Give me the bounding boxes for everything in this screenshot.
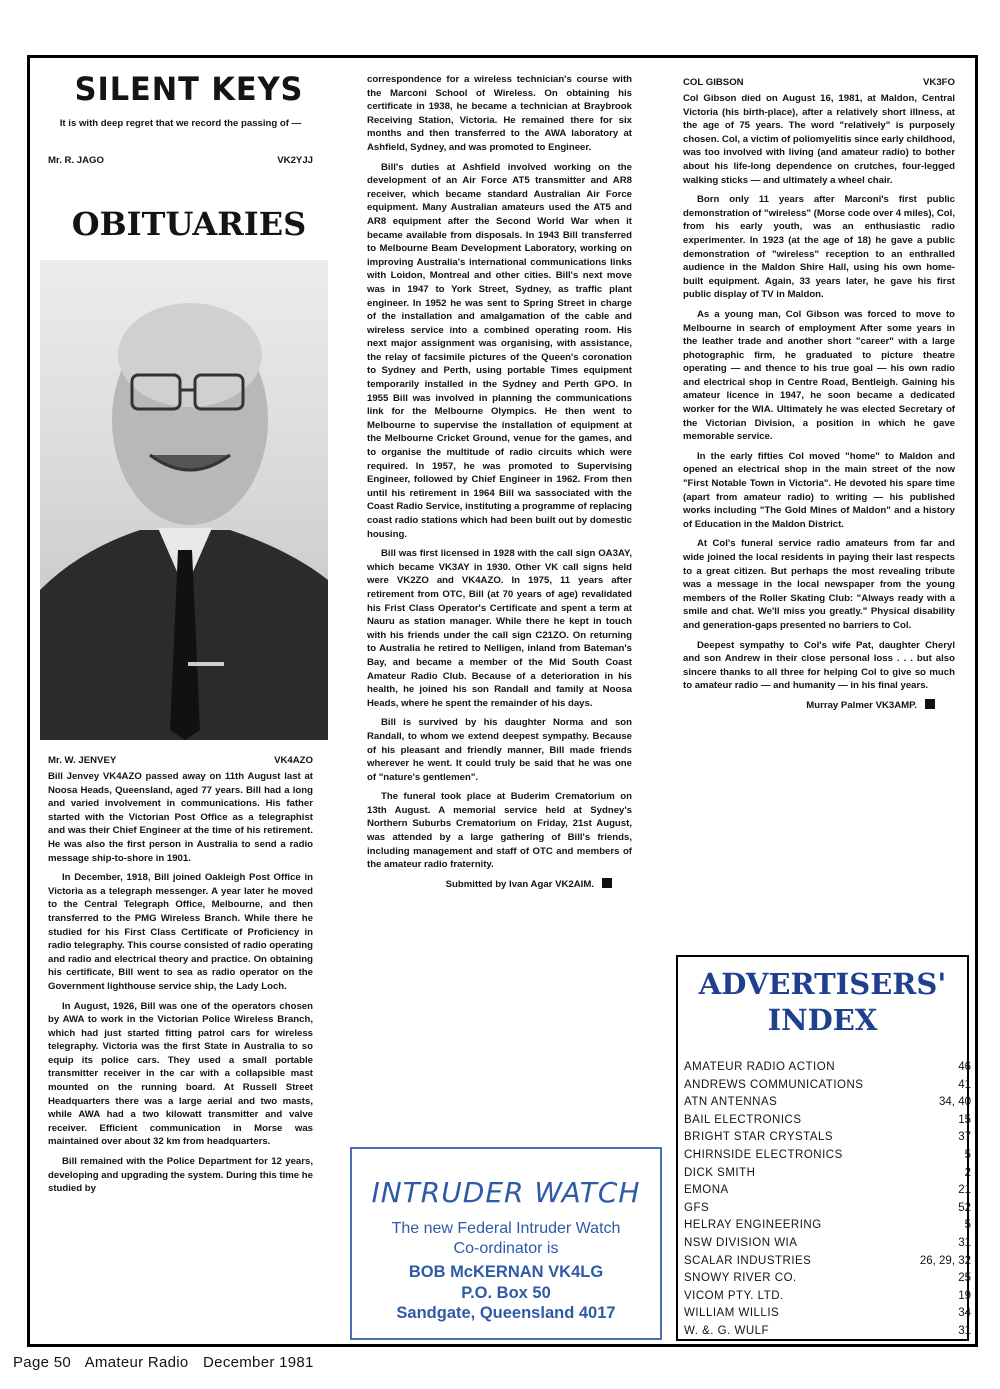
silent-keys-heading: SILENT KEYS bbox=[74, 70, 304, 108]
gibson-paragraph: Deepest sympathy to Col's wife Pat, daughter Cheryl and son Andrew in their close personal loss . . . but also sincere thanks to all three for helping Col to give so much to amateur radio — and humanity — in his final years. bbox=[683, 639, 955, 692]
jenvey-paragraph: Bill is survived by his daughter Norma and son Randall, to whom we extend deepest sympathy. Because of his pleasant and friendly manner, Bill made friends wherever he went. It could truly be said that he was one of "nature's gentlemen". bbox=[367, 717, 632, 783]
advertiser-name: ANDREWS COMMUNICATIONS bbox=[684, 1078, 864, 1091]
silent-keys-call: VK2YJJ bbox=[277, 155, 313, 166]
gibson-paragraph: As a young man, Col Gibson was forced to move to Melbourne in search of employment After some years in the leather trade and another short "career" with a large photographic firm, he graduated to picture theatre operating — and thence to his true goal — his own radio and electrical shop in Centre Road, Bentleigh. Gaining his amateur licence in 1947, he soon became a dedicated worker for the WIA. Ultimately he was elected Secretary of the Victorian Division, a position in which he gave memorable service. bbox=[683, 308, 955, 443]
jenvey-paragraph: Bill Jenvey VK4AZO passed away on 11th August last at Noosa Heads, Queensland, aged 77 years. Bill had a long and varied involvement in communications. His father started with the Victorian Post Office as a telegraphist and was their Chief Engineer at the time of his retirement. He was also the first person in Australia to send a radio message ship-to-shore in 1901. bbox=[48, 771, 313, 864]
gibson-name: COL GIBSON bbox=[683, 77, 744, 88]
gibson-paragraph: In the early fifties Col moved "home" to Maldon and opened an electrical shop in the main street of the now "First Notable Town in Victoria". He devoted his spare time (apart from amateur radio) to writing — his published works including "The Gold Mines of Maldon" and a history of Education in the Maldon District. bbox=[683, 450, 955, 530]
jenvey-column-1 bbox=[48, 770, 313, 1202]
jenvey-paragraph: Bill remained with the Police Department for 12 years, developing and upgrading the system. During this time he studied by bbox=[48, 1156, 313, 1195]
portrait-illustration bbox=[40, 260, 328, 740]
jenvey-entry bbox=[48, 755, 313, 766]
gibson-signoff bbox=[683, 699, 955, 713]
advertiser-name: SNOWY RIVER CO. bbox=[684, 1272, 797, 1285]
advertiser-row bbox=[684, 1253, 974, 1271]
advertiser-name: VICOM PTY. LTD. bbox=[684, 1289, 784, 1302]
advertiser-page: 15 bbox=[958, 1113, 971, 1126]
obituaries-heading: OBITUARIES bbox=[71, 205, 307, 243]
jenvey-name: Mr. W. JENVEY bbox=[48, 755, 117, 766]
advertiser-row bbox=[684, 1077, 974, 1095]
advertiser-name: W. &. G. WULF bbox=[684, 1324, 770, 1337]
gibson-column bbox=[683, 92, 955, 713]
advertiser-page: 2 bbox=[964, 1166, 971, 1179]
gibson-paragraph: Col Gibson died on August 16, 1981, at Maldon, Central Victoria (his birth-place), after a relatively short illness, at the age of 75 years. The word "relatively" is purposely chosen. Col, a victim of poliomyelitis since early childhood, was too involved with living (and amateur radio) to bother about his life-long dependence on crutches, four-legged walking sticks — and ultimately a wheel chair. bbox=[683, 93, 955, 186]
gibson-entry bbox=[683, 77, 955, 88]
jenvey-paragraph: In August, 1926, Bill was one of the operators chosen by AWA to work in the Victorian Police Wireless Branch, which had just started fitting patrol cars for wireless telegraphy. Victoria was the first State in Australia to so equip its police cars. They used a small portable transmitter receiver in the car with a collapsible mast mounted on the running board. At Russell Street Headquarters there was a large aerial and two masts, while AWA had a two kilowatt transmitter and valve receiver. Efficient communication in Morse was maintained over about 32 km from headquarters. bbox=[48, 1000, 313, 1148]
advertiser-page: 5 bbox=[964, 1219, 971, 1232]
end-mark-icon bbox=[602, 878, 612, 888]
advertiser-page: 31 bbox=[958, 1236, 971, 1249]
advertisers-index-title bbox=[676, 966, 969, 1038]
advertiser-page: 19 bbox=[958, 1289, 971, 1302]
advertiser-name: WILLIAM WILLIS bbox=[684, 1307, 780, 1320]
advertiser-page: 52 bbox=[958, 1201, 971, 1214]
advertiser-page: 34, 40 bbox=[939, 1096, 971, 1109]
advertiser-name: BAIL ELECTRONICS bbox=[684, 1113, 802, 1126]
end-mark-icon bbox=[925, 699, 935, 709]
advertiser-row bbox=[684, 1217, 974, 1235]
advertiser-row bbox=[684, 1094, 974, 1112]
advertiser-page: 31 bbox=[958, 1324, 971, 1337]
jenvey-paragraph: correspondence for a wireless technician's course with the Marconi School of Wireless. On obtaining his certificate in 1938, he became a technician at Braybrook Receiving Station, Victoria. He remained there for six months and then transferred to the AWA laboratory at Ashfield, Sydney, and was promoted to Engineer. bbox=[367, 74, 632, 153]
jenvey-paragraph: Bill was first licensed in 1928 with the call sign OA3AY, which became VK3AY in 1930. Other VK call signs held were VK2ZO and VK4AZO. In 1975, 11 years after retirement from OTC, Bill (at 70 years of age) revalidated his Frist Class Operator's Certificate and spent a term at Nauru as station manager. While there he kept in touch with his friends under the call sign C21ZO. On returning to Australia he retired to Nelligen, inland from Bateman's Bay, and became a member of the Mid South Coast Amateur Radio Club. Because of a deterioration in his health, he joined his son Randall and family at Noosa Heads, where he spent the remainder of his days. bbox=[367, 548, 632, 709]
advertiser-page: 37 bbox=[958, 1131, 971, 1144]
advertiser-row bbox=[684, 1112, 974, 1130]
footer-page-number: Page 50 bbox=[13, 1354, 71, 1371]
silent-keys-entry bbox=[48, 155, 313, 166]
advertiser-row bbox=[684, 1147, 974, 1165]
silent-keys-intro: It is with deep regret that we record the passing of — bbox=[59, 118, 302, 129]
footer-date: December 1981 bbox=[203, 1354, 314, 1371]
intruder-watch-line: Co-ordinator is bbox=[453, 1240, 559, 1257]
portrait-photo bbox=[40, 260, 328, 740]
gibson-signed-by: Murray Palmer VK3AMP. bbox=[806, 699, 917, 711]
footer-magazine: Amateur Radio bbox=[84, 1354, 189, 1371]
advertiser-row bbox=[684, 1200, 974, 1218]
advertiser-name: HELRAY ENGINEERING bbox=[684, 1219, 822, 1232]
intruder-watch-line: The new Federal Intruder Watch bbox=[391, 1220, 621, 1237]
advertiser-name: BRIGHT STAR CRYSTALS bbox=[684, 1131, 834, 1144]
advertiser-row bbox=[684, 1129, 974, 1147]
advertisers-title-line: INDEX bbox=[767, 1003, 878, 1037]
advertiser-row bbox=[684, 1059, 974, 1077]
advertiser-name: GFS bbox=[684, 1201, 710, 1214]
advertiser-name: NSW DIVISION WIA bbox=[684, 1236, 798, 1249]
intruder-watch-coordinator: BOB McKERNAN VK4LG bbox=[408, 1263, 604, 1281]
advertiser-row bbox=[684, 1235, 974, 1253]
intruder-watch-address: Sandgate, Queensland 4017 bbox=[396, 1304, 616, 1322]
advertiser-page: 25 bbox=[958, 1272, 971, 1285]
advertiser-page: 41 bbox=[958, 1078, 971, 1091]
jenvey-submitted-by: Submitted by Ivan Agar VK2AIM. bbox=[445, 878, 594, 890]
gibson-paragraph: Born only 11 years after Marconi's first public demonstration of "wireless" (Morse code over 4 miles), Col, from his early youth, was an enthusiastic radio experimenter. In 1923 (at the age of 18) he gave a public demonstration of "wireless" reception to an enthralled audience in the Maldon Shire Hall, using his own home-built equipment. Again, 33 years later, he gave his first public display of TV in Maldon. bbox=[683, 194, 955, 301]
jenvey-paragraph: The funeral took place at Buderim Crematorium on 13th August. A memorial service held at Sydney's Northern Suburbs Crematorium on Friday, 21st August, was attended by a large gathering of Bill's friends, including management and staff of OTC and members of the amateur radio fraternity. bbox=[367, 791, 632, 871]
jenvey-call: VK4AZO bbox=[274, 755, 313, 766]
intruder-watch-title: INTRUDER WATCH bbox=[371, 1176, 641, 1209]
jenvey-paragraph: Bill's duties at Ashfield involved working on the development of an Air Force AT5 transmitter and AR8 receiver, which became standard Australian Air Force equipment. Many Australian amateurs used the AT5 and AR8 equipment after the Second World War when it became available from disposals. In 1943 Bill transferred to Melbourne Beam Development Laboratory, working on improving Australia's international communications links with Loidon, Montreal and other cities. Bill's next move was in 1947 to York Street, Sydney, as traffic plant engineer. In 1952 he was sent to Spring Street in charge of the installation and amalgamation of the cable and wireless service into a combined operating room. His next major assignment was organising, with assistance, the relay of facsimile pictures of the Queen's coronation to Sydney and Perth, using portable Times equipment temporarily installed in the Sydney and Perth GPO. In 1955 Bill was involved in planning the communications link for the Melbourne Olympics. He then went to Melbourne to supervise the installation of equipment at the Melbourne Cricket Ground, venue for the games, and to organise the multitude of radio circuits which were required. In 1957, he was promoted to Supervising Engineer, followed by Chief Engineer in 1962. From then until his retirement in 1964 Bill wa sassociated with the Coast Radio Service, instituting a programme of replacing coast radio stations which had been built out by domestic housing. bbox=[367, 161, 632, 540]
advertisers-list bbox=[684, 1059, 974, 1341]
advertiser-page: 5 bbox=[964, 1148, 971, 1161]
advertiser-page: 46 bbox=[958, 1061, 971, 1073]
advertisers-title-line: ADVERTISERS' bbox=[698, 967, 947, 1001]
advertiser-row bbox=[684, 1305, 974, 1323]
silent-keys-name: Mr. R. JAGO bbox=[48, 155, 104, 166]
gibson-paragraph: At Col's funeral service radio amateurs from far and wide joined the local residents in paying their last respects to a great citizen. But perhaps the most revealing tribute was a message in the local newspaper from the young members of the Roller Skating Club: "Always ready with a smile and chat. We'll miss you greatly." Physical disability and generation-gaps presented no barriers to Col. bbox=[683, 538, 955, 631]
advertiser-page: 34 bbox=[958, 1307, 971, 1320]
advertiser-row bbox=[684, 1182, 974, 1200]
advertiser-row bbox=[684, 1323, 974, 1341]
intruder-watch-address: P.O. Box 50 bbox=[461, 1284, 551, 1302]
page-footer bbox=[13, 1354, 324, 1371]
advertiser-name: CHIRNSIDE ELECTRONICS bbox=[684, 1148, 843, 1161]
advertiser-row bbox=[684, 1288, 974, 1306]
gibson-call: VK3FO bbox=[923, 77, 955, 88]
advertiser-name: ATN ANTENNAS bbox=[684, 1096, 778, 1109]
advertiser-name: DICK SMITH bbox=[684, 1166, 756, 1179]
advertiser-row bbox=[684, 1270, 974, 1288]
advertiser-row bbox=[684, 1165, 974, 1183]
advertiser-name: SCALAR INDUSTRIES bbox=[684, 1254, 812, 1267]
advertiser-page: 26, 29, 32 bbox=[919, 1254, 971, 1267]
jenvey-column-2 bbox=[367, 73, 632, 891]
advertiser-name: EMONA bbox=[684, 1184, 729, 1197]
advertiser-name: AMATEUR RADIO ACTION bbox=[684, 1061, 835, 1073]
jenvey-signoff bbox=[367, 878, 632, 892]
advertiser-page: 21 bbox=[958, 1184, 971, 1197]
jenvey-paragraph: In December, 1918, Bill joined Oakleigh Post Office in Victoria as a telegraph messenger. A year later he moved to the Central Telegraph Office, Melbourne, and then transferred to the PMG Wireless Branch. While there he studied for his First Class Certificate of Proficiency in radio telegraphy. This course consisted of radio operating and radio and electrical theory and practice. On obtaining his certificate, Bill went to sea as radio operator on the Government lighthouse service ship, the Lady Loch. bbox=[48, 872, 313, 992]
